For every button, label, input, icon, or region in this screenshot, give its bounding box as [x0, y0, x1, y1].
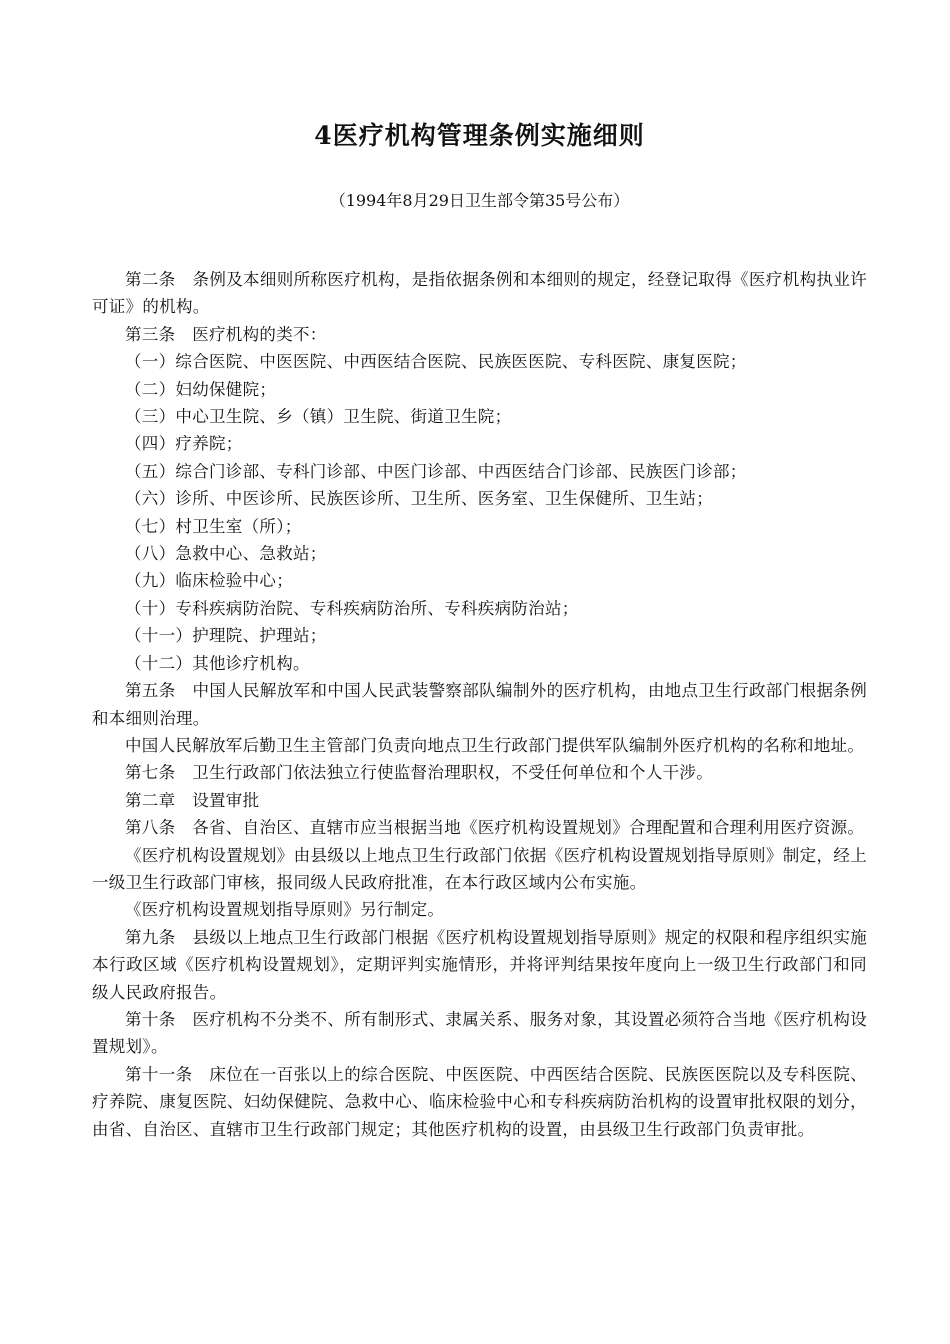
list-item: （八）急救中心、急救站；	[125, 544, 327, 564]
paragraph-article-9: 第九条 县级以上地点卫生行政部门根据《医疗机构设置规划指导原则》规定的权限和程序组织实施本行政区域《医疗机构设置规划》，定期评判实施情形，并将评判结果按年度向上一级卫生行政部门和同级人民政府报告。	[92, 927, 867, 1002]
paragraph-article-8: 第八条 各省、自治区、直辖市应当根据当地《医疗机构设置规划》合理配置和合理利用医疗资源。	[125, 818, 865, 838]
paragraph-article-2: 第二条 条例及本细则所称医疗机构，是指依据条例和本细则的规定，经登记取得《医疗机构执业许可证》的机构。	[92, 270, 867, 317]
list-item: （十二）其他诊疗机构。	[125, 653, 310, 673]
paragraph-article-3: 第三条 医疗机构的类不：	[125, 324, 327, 344]
list-item: （七）村卫生室（所）；	[125, 516, 302, 536]
paragraph-article-7: 第七条 卫生行政部门依法独立行使监督治理职权，不受任何单位和个人干涉。	[125, 763, 713, 783]
document-title: 4医疗机构管理条例实施细则	[314, 121, 645, 150]
paragraph: 《医疗机构设置规划》由县级以上地点卫生行政部门依据《医疗机构设置规划指导原则》制定，经上一级卫生行政部门审核，报同级人民政府批准，在本行政区域内公布实施。	[92, 845, 867, 892]
paragraph-article-10: 第十条 医疗机构不分类不、所有制形式、隶属关系、服务对象，其设置必须符合当地《医疗机构设置规划》。	[92, 1009, 867, 1057]
document-subtitle: （1994年8月29日卫生部令第35号公布）	[329, 191, 630, 210]
paragraph: 中国人民解放军后勤卫生主管部门负责向地点卫生行政部门提供军队编制外医疗机构的名称和地址。	[125, 735, 865, 755]
paragraph-article-5: 第五条 中国人民解放军和中国人民武装警察部队编制外的医疗机构，由地点卫生行政部门根据条例和本细则治理。	[92, 681, 867, 728]
paragraph-article-11: 第十一条 床位在一百张以上的综合医院、中医医院、中西医结合医院、民族医医院以及专科医院、疗养院、康复医院、妇幼保健院、急救中心、临床检验中心和专科疾病防治机构的设置审批权限的划分，由省、自治区、直辖市卫生行政部门规定；其他医疗机构的设置，由县级卫生行政部门负责审批。	[92, 1064, 867, 1139]
list-item: （四）疗养院；	[125, 434, 243, 454]
list-item: （六）诊所、中医诊所、民族医诊所、卫生所、医务室、卫生保健所、卫生站；	[125, 489, 713, 509]
list-item: （十一）护理院、护理站；	[125, 626, 327, 646]
list-item: （十）专科疾病防治院、专科疾病防治所、专科疾病防治站；	[125, 598, 579, 618]
document-body	[92, 266, 867, 1143]
list-item: （五）综合门诊部、专科门诊部、中医门诊部、中西医结合门诊部、民族医门诊部；	[125, 461, 747, 481]
chapter-heading: 第二章 设置审批	[125, 790, 260, 810]
list-item: （三）中心卫生院、乡（镇）卫生院、街道卫生院；	[125, 407, 512, 427]
paragraph: 《医疗机构设置规划指导原则》另行制定。	[125, 900, 445, 920]
list-item: （九）临床检验中心；	[125, 571, 293, 591]
list-item: （二）妇幼保健院；	[125, 379, 277, 399]
list-item: （一）综合医院、中医医院、中西医结合医院、民族医医院、专科医院、康复医院；	[125, 352, 747, 372]
